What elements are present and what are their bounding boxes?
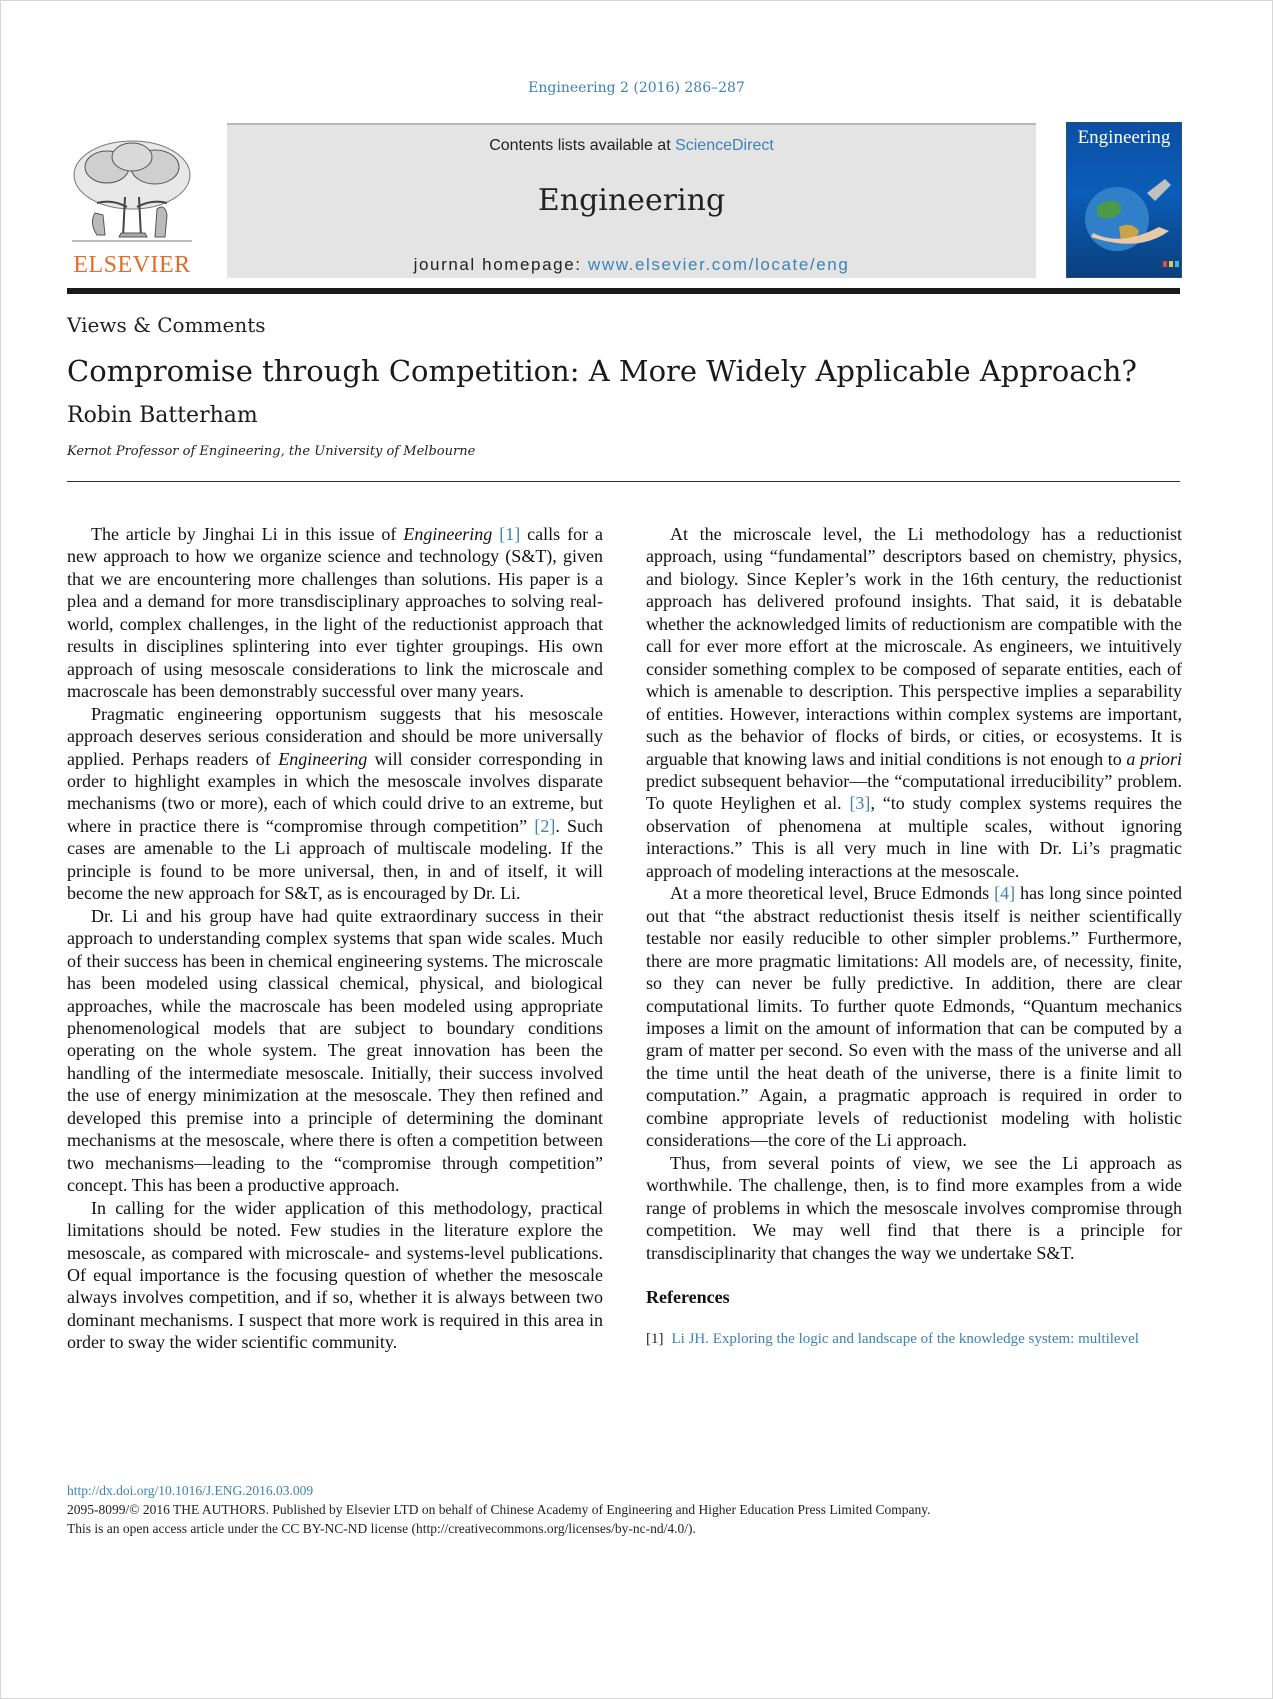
copyright-line: 2095-8099/© 2016 THE AUTHORS. Published by Elsevier LTD on behalf of Chinese Academy of Engineering and Higher Education Press Limited Company. (67, 1502, 931, 1517)
paragraph: Dr. Li and his group have had quite extraordinary success in their approach to understanding complex systems that span wide scales. Much of their success has been in chemical engineering systems. The microscale has been modeled using classical chemical, physical, and biological approaches, while the macroscale has been modeled using appropriate phenomenological models that are subject to boundary conditions operating on the whole system. The great innovation has been the handling of the intermediate mesoscale. Initially, their success involved the use of energy minimization at the mesoscale. They then refined and developed this premise into a principle of determining the dominant mechanisms at the mesoscale, where there is often a competition between two mechanisms—leading to the “compromise through competition” concept. This has been a productive approach. (67, 905, 603, 1196)
license-line: This is an open access article under the CC BY-NC-ND license (http://creativecommons.org/licenses/by-nc-nd/4.0/). (67, 1521, 696, 1536)
journal-cover[interactable] (1066, 122, 1182, 278)
reference-item[interactable] (646, 1328, 1182, 1350)
doi-link[interactable]: http://dx.doi.org/10.1016/J.ENG.2016.03.009 (67, 1483, 314, 1498)
paragraph: Pragmatic engineering opportunism suggests that his mesoscale approach deserves serious consideration and should be more universally applied. Perhaps readers of Engineering will consider corresponding in order to highlight examples in which the mesoscale involves disparate mechanisms (two or more), each of which could drive to an extreme, but where in practice there is “compromise through competition” [2]. Such cases are amenable to the Li approach of multiscale modeling. If the principle is found to be more universal, then, in and of itself, it will become the new approach for S&T, as is encouraged by Dr. Li. (67, 703, 604, 904)
journal-name: Engineering (537, 183, 726, 218)
paragraph: At a more theoretical level, Bruce Edmonds [4] has long since pointed out that “the abstract reductionist thesis itself is neither scientifically testable nor easily reducible to other simpler problems.” Furthermore, there are more pragmatic limitations: All models are, of necessity, finite, so they can never be fully predictive. In addition, there are clear computational limits. To further quote Edmonds, “Quantum mechanics imposes a limit on the amount of information that can be computed by a gram of matter per second. So even with the mass of the universe and all the time until the heat death of the universe, there is a finite limit to computation.” Again, a pragmatic approach is required in order to combine appropriate levels of reductionist modeling with holistic considerations—the core of the Li approach. (646, 883, 1182, 1151)
reference-number: [1] (646, 1331, 664, 1348)
page-footer (67, 1481, 1180, 1538)
journal-homepage-link[interactable]: www.elsevier.com/locate/eng (587, 255, 850, 274)
header-rule (67, 288, 1180, 294)
title-rule (67, 481, 1180, 482)
reference-text[interactable]: Li JH. Exploring the logic and landscape of the knowledge system: multilevel (671, 1331, 1139, 1348)
article-title: Compromise through Competition: A More Widely Applicable Approach? (67, 354, 1137, 388)
paragraph: In calling for the wider application of this methodology, practical limitations should be noted. Few studies in the literature explore the mesoscale, as compared with microscale- and systems-level publications. Of equal importance is the focusing question of whether the mesoscale always involves competition, and if so, whether it is always between two dominant mechanisms. I suspect that more work is required in this area in order to sway the wider scientific community. (67, 1197, 603, 1353)
citation-link[interactable]: [4] (994, 883, 1016, 904)
section-label: Views & Comments (67, 313, 266, 337)
references-heading: References (646, 1286, 730, 1307)
body-column-right (646, 523, 1182, 1351)
journal-banner (227, 123, 1036, 278)
author-name: Robin Batterham (67, 403, 258, 428)
elsevier-wordmark: ELSEVIER (73, 252, 191, 278)
citation-link[interactable]: [2] (534, 815, 556, 836)
sciencedirect-link[interactable]: ScienceDirect (675, 137, 774, 154)
citation-link[interactable]: [3] (849, 793, 871, 814)
citation-link[interactable]: [1] (499, 524, 521, 544)
cover-title: Engineering (1077, 127, 1171, 148)
journal-citation[interactable]: Engineering 2 (2016) 286–287 (528, 80, 745, 96)
globe-handshake-icon (1067, 123, 1181, 277)
author-affiliation: Kernot Professor of Engineering, the University of Melbourne (67, 444, 476, 459)
paragraph: The article by Jinghai Li in this issue of Engineering [1] calls for a new approach to how we organize science and technology (S&T), given that we are encountering more challenges than solutions. His paper is a plea and a demand for more transdisciplinary approaches to solving real-world, complex challenges, in the light of the reductionist approach that results in disciplines splintering into ever tighter groupings. His own approach of using mesoscale considerations to link the microscale and macroscale has been demonstrably successful over many years. (67, 524, 604, 702)
homepage-prefix: journal homepage: (413, 255, 588, 274)
homepage-line (227, 255, 1036, 275)
contents-prefix: Contents lists available at (489, 137, 676, 154)
elsevier-logo[interactable] (67, 137, 197, 280)
paragraph: Thus, from several points of view, we see the Li approach as worthwhile. The challenge, then, is to find more examples from a wide range of problems in which the mesoscale involves compromise through competition. We may well find that there is a principle for transdisciplinarity that changes the way we undertake S&T. (646, 1152, 1182, 1263)
elsevier-tree-icon (67, 137, 197, 249)
body-column-left (67, 523, 603, 1354)
paragraph: At the microscale level, the Li methodology has a reductionist approach, using “fundamental” descriptors based on chemistry, physics, and biology. Since Kepler’s work in the 16th century, the reductionist approach has delivered profound insights. That said, it is debatable whether the acknowledged limits of reductionism are compatible with the call for ever more effort at the microscale. As engineers, we intuitively consider something complex to be composed of separate entities, each of which is amenable to description. This perspective implies a separability of entities. However, interactions within complex systems are important, such as the behavior of flocks of birds, or cities, or ecosystems. It is arguable that knowing laws and initial conditions is not enough to a priori predict subsequent behavior—the “computational irreducibility” problem. To quote Heylighen et al. [3], “to study complex systems requires the observation of phenomena at multiple scales, without ignoring interactions.” This is all very much in line with Dr. Li’s pragmatic approach of modeling interactions at the mesoscale. (646, 524, 1183, 881)
contents-line (227, 137, 1036, 155)
